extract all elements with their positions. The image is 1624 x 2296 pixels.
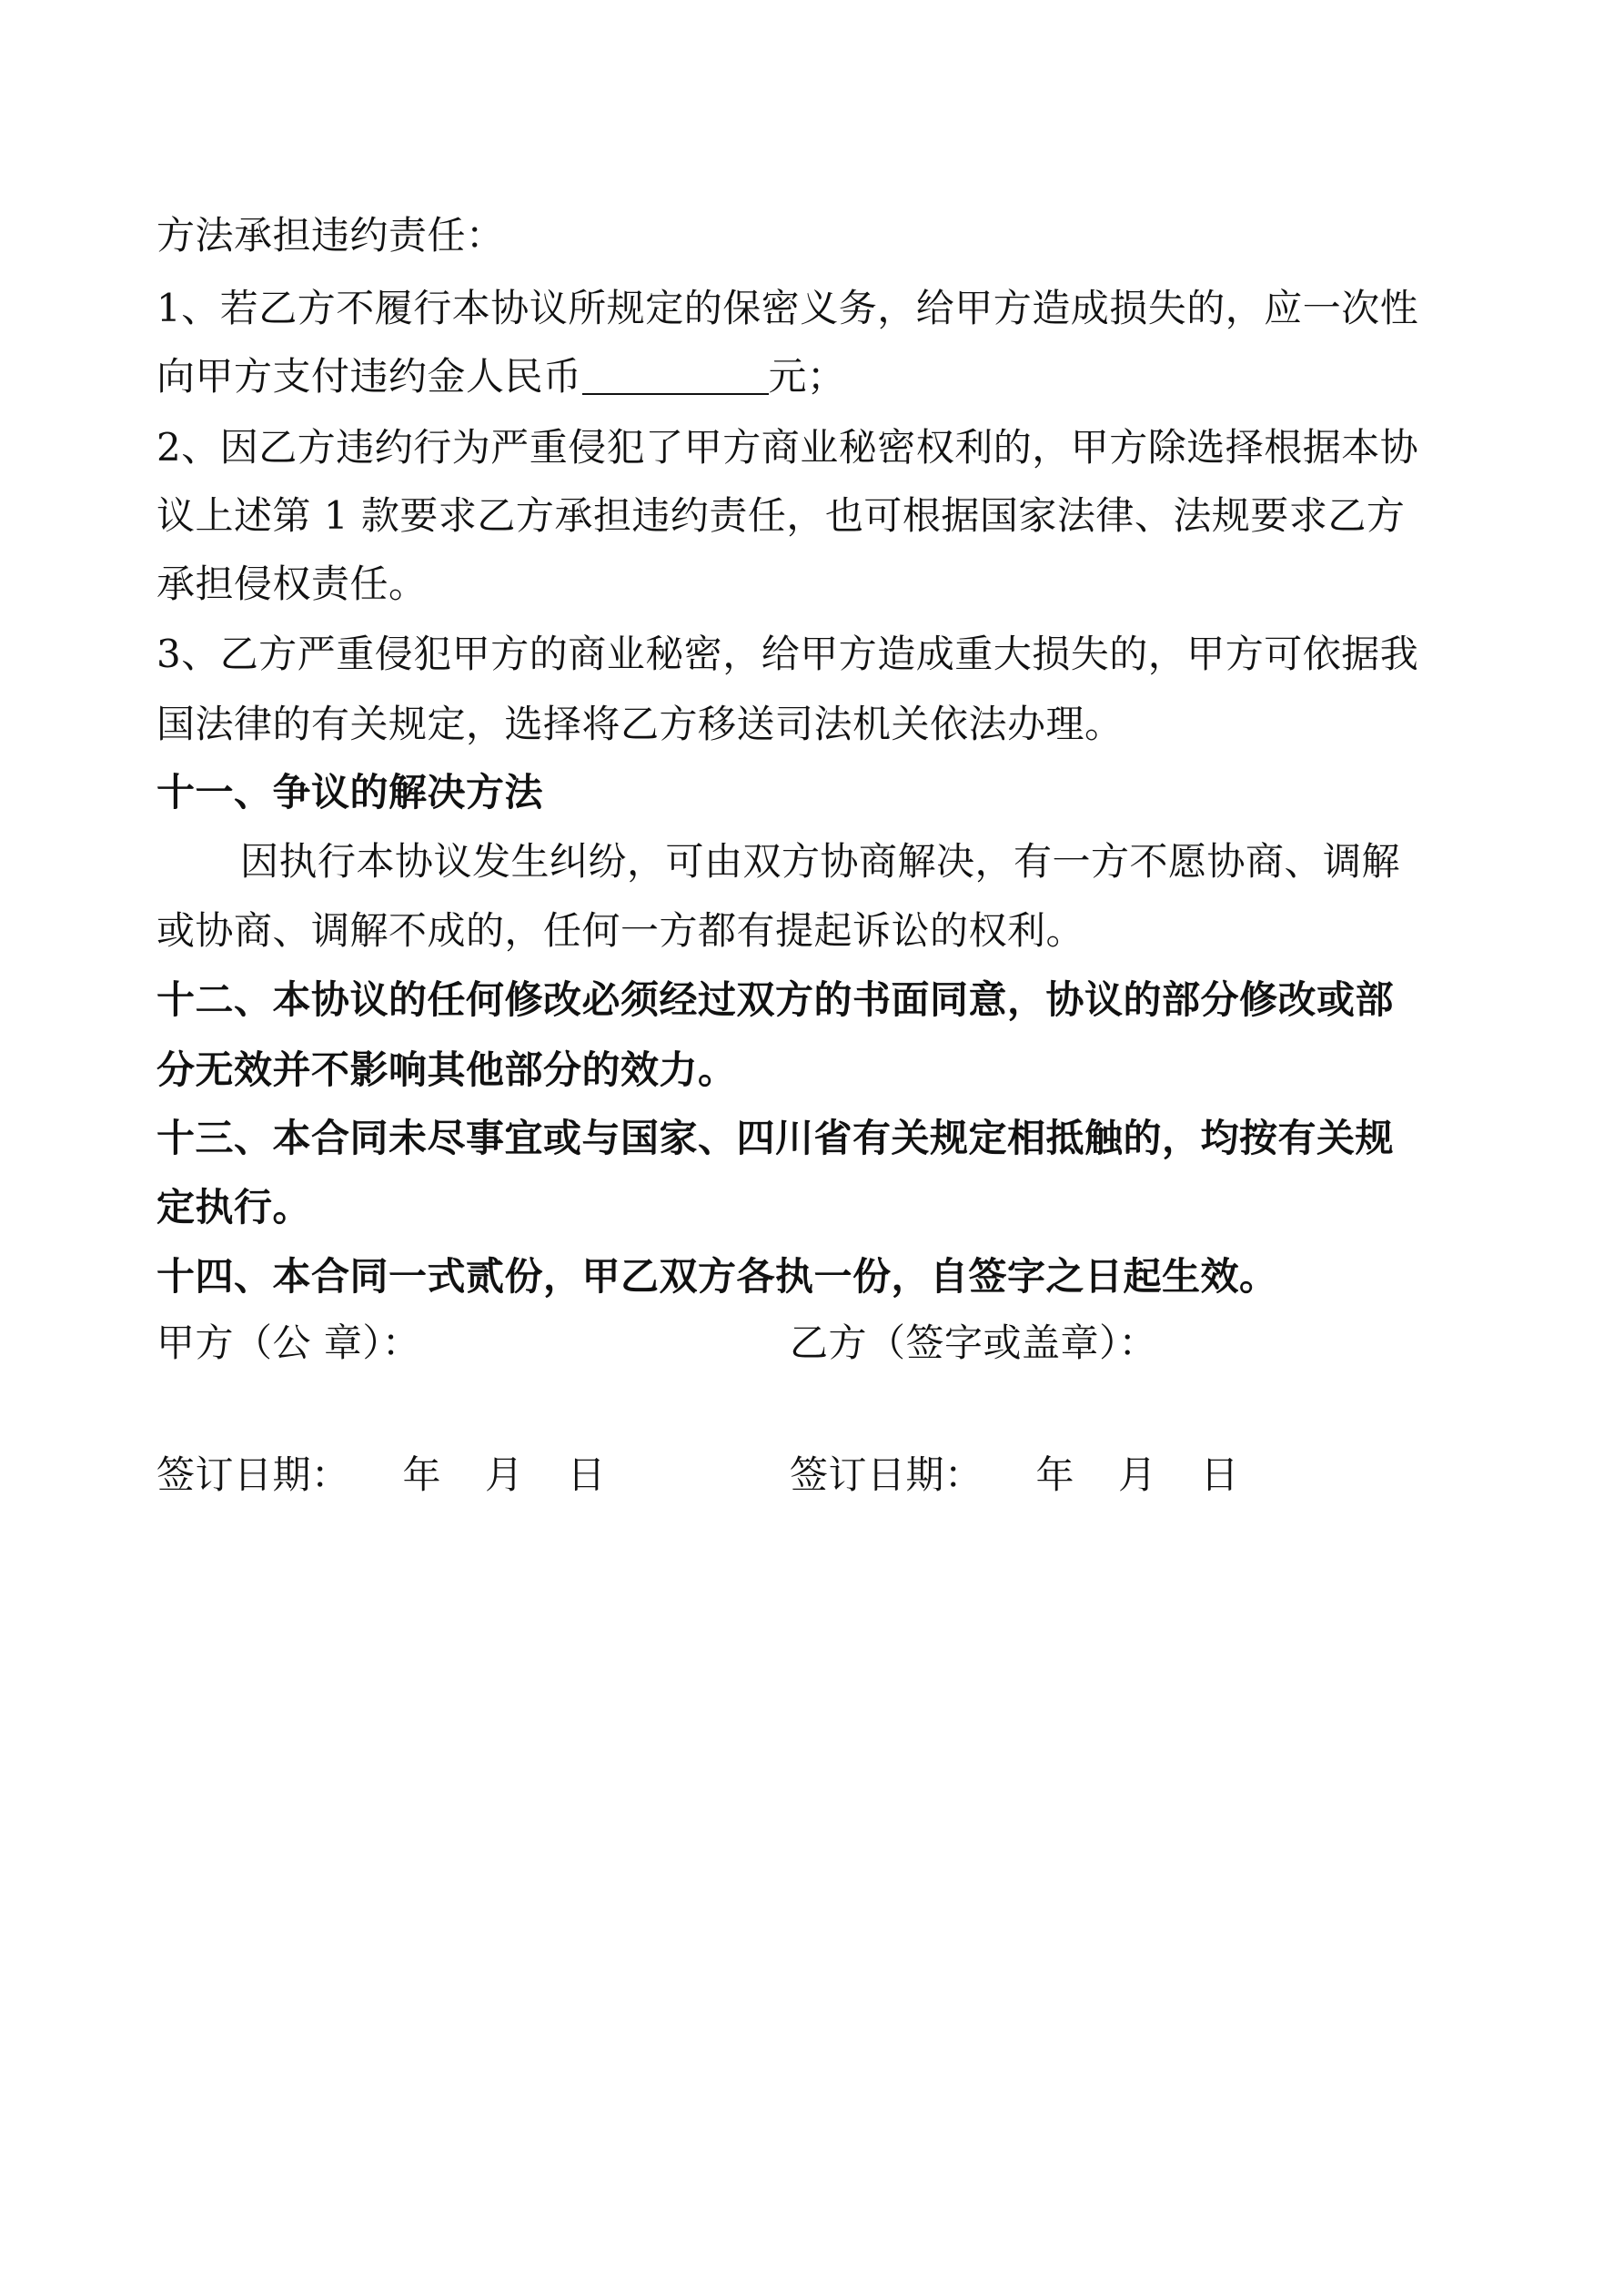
- amount-blank: [582, 392, 769, 395]
- party-a-date: [156, 1452, 607, 1497]
- text-line-with-blank: [156, 354, 846, 399]
- text-line: 3、乙方严重侵犯甲方的商业秘密，给甲方造成重大损失的，甲方可依据我: [156, 632, 1419, 676]
- day-label: 日: [567, 1452, 607, 1497]
- date-label: 签订日期：: [790, 1452, 983, 1497]
- date-label: 签订日期：: [156, 1452, 350, 1497]
- text-line: 2、因乙方违约行为严重侵犯了甲方商业秘密权利的，甲方除选择根据本协: [156, 425, 1419, 470]
- text-line: 国法律的有关规定，选择将乙方移送司法机关依法办理。: [156, 702, 1124, 746]
- text-line: 1、若乙方不履行本协议所规定的保密义务，给甲方造成损失的，应一次性: [156, 286, 1419, 330]
- party-b-date: [790, 1452, 1240, 1497]
- text-fragment: 元；: [768, 354, 846, 399]
- clause-line: 十二、本协议的任何修改必须经过双方的书面同意，协议的部分修改或部: [156, 977, 1395, 1022]
- day-label: 日: [1200, 1452, 1240, 1497]
- paragraph-line: 因执行本协议发生纠纷，可由双方协商解决，有一方不愿协商、调解: [240, 839, 1401, 884]
- clause-line: 十三、本合同未尽事宜或与国家、四川省有关规定相抵触的，均按有关规: [156, 1116, 1395, 1160]
- month-label: 月: [485, 1452, 524, 1497]
- text-line: 承担侵权责任。: [156, 561, 428, 606]
- clause-line: 定执行。: [156, 1185, 312, 1229]
- month-label: 月: [1118, 1452, 1157, 1497]
- text-line: 方法承担违约责任：: [156, 213, 505, 258]
- section-heading: 十一、争议的解决方法: [156, 770, 544, 814]
- text-line: 议上述第 1 款要求乙方承担违约责任，也可根据国家法律、法规要求乙方: [156, 493, 1406, 538]
- party-a-label: 甲方（公 章）：: [156, 1320, 421, 1365]
- clause-line: 分无效并不影响其他部分的效力。: [156, 1047, 737, 1092]
- year-label: 年: [402, 1452, 442, 1497]
- year-label: 年: [1035, 1452, 1075, 1497]
- paragraph-line: 或协商、调解不成的，任何一方都有提起诉讼的权利。: [156, 908, 1085, 953]
- text-fragment: 向甲方支付违约金人民币: [156, 354, 582, 399]
- party-b-label: 乙方（签字或盖章）：: [790, 1320, 1158, 1365]
- clause-line: 十四、本合同一式贰份，甲乙双方各执一份，自签字之日起生效。: [156, 1254, 1278, 1299]
